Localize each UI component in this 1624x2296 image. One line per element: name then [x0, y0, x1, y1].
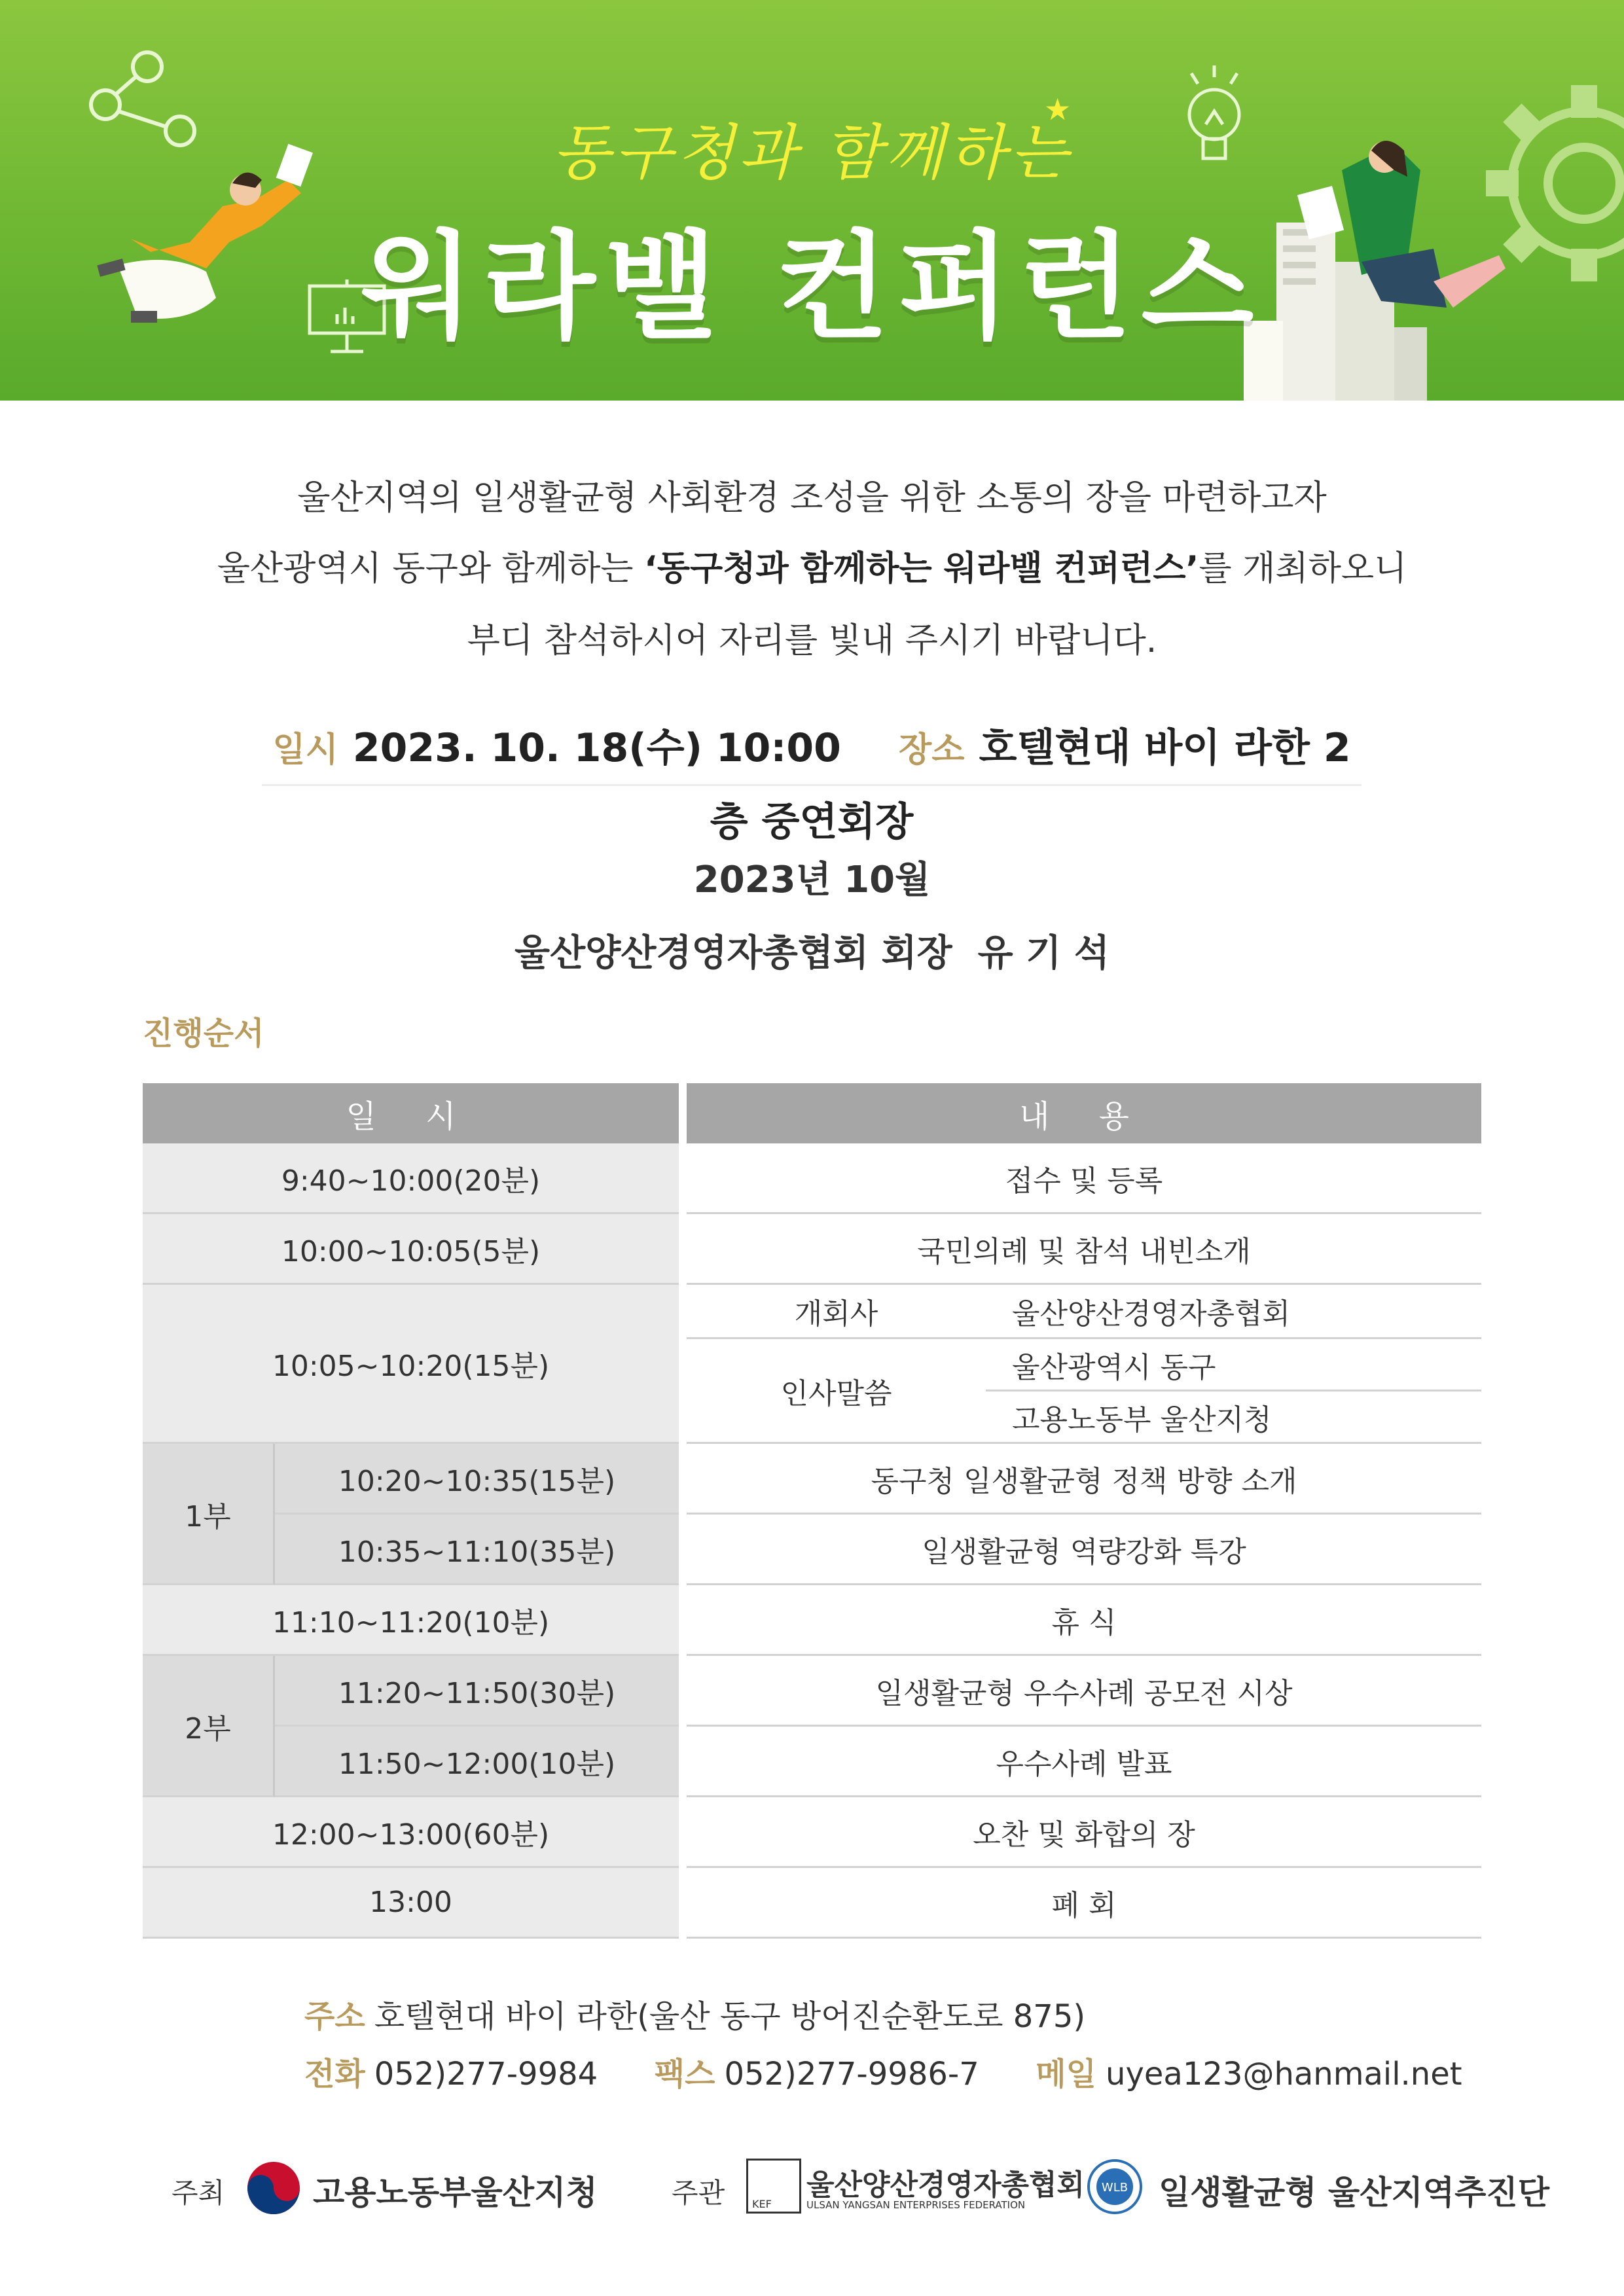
intro-line-2-post: 를 개최하오니 — [1199, 549, 1407, 588]
table-row — [143, 1727, 1481, 1797]
header-content: 내 용 — [687, 1083, 1481, 1143]
phone-label: 전화 — [304, 2056, 365, 2092]
address-value: 호텔현대 바이 라한(울산 동구 방어진순환도로 875) — [374, 1998, 1086, 2035]
date-label: 일시 — [272, 730, 338, 770]
place-value: 호텔현대 바이 라한 2층 중연회장 — [710, 725, 1351, 845]
host-label: 주최 — [171, 2177, 225, 2209]
content-cell: 일생활균형 역량강화 특강 — [687, 1515, 1481, 1585]
banner-subtitle: 동구청과 함께하는 — [552, 118, 1072, 188]
content-cell: 접수 및 등록 — [687, 1143, 1481, 1214]
letter-date: 2023년 10월 — [693, 859, 931, 901]
table-row — [143, 1214, 1481, 1285]
partner-org: 일생활균형 울산지역추진단 — [1159, 2174, 1550, 2212]
content-cell: 동구청 일생활균형 정책 방향 소개 — [687, 1444, 1481, 1515]
star-icon: ★ — [1044, 92, 1072, 127]
organizer-label: 주관 — [672, 2177, 725, 2209]
time-cell: 12:00~13:00(60분) — [143, 1797, 679, 1868]
intro-line-3: 부디 참석하시어 자리를 빛내 주시기 바랍니다. — [467, 621, 1157, 660]
government-logo-icon — [245, 2160, 302, 2216]
phone-value[interactable]: 052)277-9984 — [374, 2056, 598, 2092]
part-cell: 1부 — [143, 1444, 275, 1585]
time-cell: 10:20~10:35(15분) — [275, 1444, 679, 1515]
intro-event-name: ‘동구청과 함께하는 워라밸 컨퍼런스’ — [644, 549, 1199, 588]
content-cell: 일생활균형 우수사례 공모전 시상 — [687, 1656, 1481, 1727]
wlb-logo-text: WLB — [1101, 2181, 1128, 2195]
table-header-row — [143, 1083, 1481, 1143]
signer: 울산양산경영자총협회 회장 유 기 석 — [514, 932, 1110, 975]
content-cell: 국민의례 및 참석 내빈소개 — [687, 1214, 1481, 1285]
date-value: 2023. 10. 18(수) 10:00 — [352, 725, 841, 771]
sub-label-cell: 개회사 — [687, 1285, 986, 1339]
fax-value: 052)277-9986-7 — [724, 2056, 979, 2092]
place-label: 장소 — [899, 730, 965, 770]
table-row — [143, 1444, 1481, 1515]
organizer-org: 울산양산경영자총협회 — [806, 2168, 1085, 2202]
organizer-org-en: ULSAN YANGSAN ENTERPRISES FEDERATION — [806, 2199, 1026, 2211]
fax-label: 팩스 — [654, 2056, 715, 2092]
sub-value-cell: 고용노동부 울산지청 — [986, 1391, 1481, 1444]
part-cell: 2부 — [143, 1656, 275, 1797]
time-cell: 10:05~10:20(15분) — [143, 1285, 679, 1444]
time-cell: 11:20~11:50(30분) — [275, 1656, 679, 1727]
header-time: 일 시 — [143, 1083, 679, 1143]
contact-line — [304, 2049, 1462, 2094]
time-cell: 11:10~11:20(10분) — [143, 1585, 679, 1656]
time-cell: 9:40~10:00(20분) — [143, 1143, 679, 1214]
time-cell: 11:50~12:00(10분) — [275, 1727, 679, 1797]
schedule-table — [143, 1083, 1481, 1939]
sub-value-cell: 울산양산경영자총협회 — [986, 1285, 1481, 1339]
mail-link[interactable]: uyea123@hanmail.net — [1106, 2056, 1462, 2092]
table-row — [143, 1656, 1481, 1727]
time-cell: 13:00 — [143, 1868, 679, 1939]
table-row — [143, 1868, 1481, 1939]
content-cell: 폐 회 — [687, 1868, 1481, 1939]
table-row — [143, 1585, 1481, 1656]
content-cell: 휴 식 — [687, 1585, 1481, 1656]
content-cell: 우수사례 발표 — [687, 1727, 1481, 1797]
kef-logo-text: KEF — [752, 2198, 772, 2210]
sub-value-cell: 울산광역시 동구 — [986, 1339, 1481, 1391]
table-row — [143, 1285, 1481, 1339]
mail-label: 메일 — [1036, 2056, 1097, 2092]
kef-logo-icon — [746, 2159, 801, 2214]
table-row — [143, 1143, 1481, 1214]
host-org: 고용노동부울산지청 — [313, 2174, 598, 2212]
content-cell: 오찬 및 화합의 장 — [687, 1797, 1481, 1868]
wlb-logo-icon — [1087, 2159, 1143, 2215]
schedule-title: 진행순서 — [143, 1015, 264, 1052]
sub-label-cell: 인사말씀 — [687, 1339, 986, 1444]
intro-line-1: 울산지역의 일생활균형 사회환경 조성을 위한 소통의 장을 마련하고자 — [297, 478, 1327, 518]
table-row — [143, 1515, 1481, 1585]
header-banner — [0, 0, 1624, 401]
banner-title: 워라밸 컨퍼런스 — [361, 219, 1263, 355]
intro-line-2-pre: 울산광역시 동구와 함께하는 — [217, 549, 645, 588]
table-row — [143, 1797, 1481, 1868]
event-info — [262, 712, 1362, 845]
address-line — [304, 1991, 1085, 2036]
address-label: 주소 — [304, 1998, 365, 2035]
time-cell: 10:00~10:05(5분) — [143, 1214, 679, 1285]
intro-line-2 — [0, 541, 1624, 590]
time-cell: 10:35~11:10(35분) — [275, 1515, 679, 1585]
